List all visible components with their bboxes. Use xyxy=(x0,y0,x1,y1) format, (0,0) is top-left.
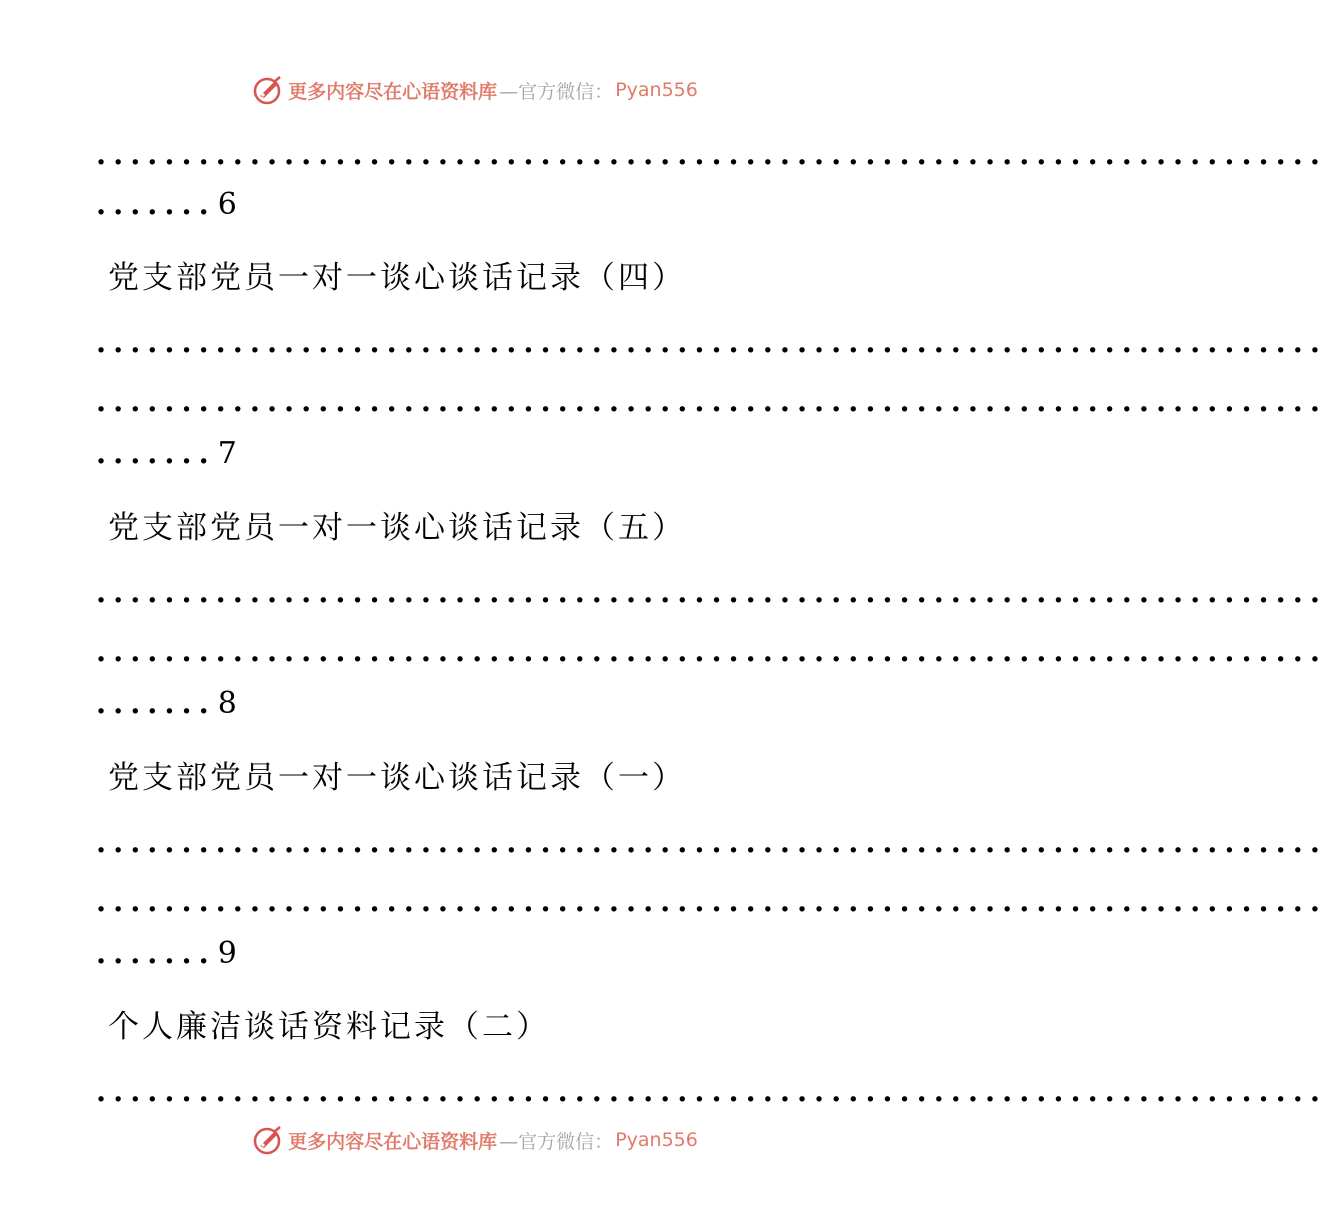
dot-leader: ........................................................................ xyxy=(96,325,1327,359)
toc-dot-leader xyxy=(96,572,1327,612)
dot-leader-short: ....... xyxy=(96,187,216,221)
dot-leader: ........................................................................ xyxy=(96,825,1327,859)
dot-leader: ........................................................................ xyxy=(96,575,1327,609)
toc-dot-leader xyxy=(96,134,1327,174)
toc-page-line xyxy=(96,184,842,224)
toc-page-number: 6 xyxy=(217,187,237,222)
banner-wechat-label: —官方微信： xyxy=(499,1130,614,1153)
toc-dot-leader xyxy=(96,881,1327,921)
banner-wechat-id: Pyan556 xyxy=(615,79,698,101)
dot-leader: ........................................................................ xyxy=(96,1074,1327,1108)
banner-main-text: 更多内容尽在心语资料库 xyxy=(288,80,498,103)
toc-entry-title: 党支部党员一对一谈心谈话记录（五） xyxy=(108,510,686,546)
toc-entry-title: 党支部党员一对一谈心谈话记录（四） xyxy=(108,260,686,296)
toc-entry-title: 党支部党员一对一谈心谈话记录（一） xyxy=(108,760,686,796)
toc-entry-title: 个人廉洁谈话资料记录（二） xyxy=(108,1009,550,1045)
dot-leader-short: ....... xyxy=(96,936,216,970)
banner-wechat-label: —官方微信： xyxy=(499,80,614,103)
pen-logo-icon xyxy=(252,1124,284,1156)
dot-leader: ........................................................................ xyxy=(96,137,1327,171)
toc-dot-leader xyxy=(96,822,1327,862)
toc-page-line xyxy=(96,933,842,973)
header-watermark xyxy=(0,70,950,110)
toc-page-number: 8 xyxy=(217,686,237,721)
dot-leader: ........................................................................ xyxy=(96,384,1327,418)
toc-dot-leader xyxy=(96,1071,1327,1111)
banner-wechat-id: Pyan556 xyxy=(615,1129,698,1151)
toc-page-line xyxy=(96,683,842,723)
footer-watermark xyxy=(0,1120,950,1160)
banner-main-text: 更多内容尽在心语资料库 xyxy=(288,1130,498,1153)
toc-dot-leader xyxy=(96,322,1327,362)
dot-leader: ........................................................................ xyxy=(96,884,1327,918)
toc-page-number: 7 xyxy=(217,436,237,471)
pen-logo-icon xyxy=(252,74,284,106)
dot-leader-short: ....... xyxy=(96,686,216,720)
toc-page-line xyxy=(96,433,842,473)
toc-page-number: 9 xyxy=(217,936,237,971)
dot-leader-short: ....... xyxy=(96,436,216,470)
toc-dot-leader xyxy=(96,381,1327,421)
dot-leader: ........................................................................ xyxy=(96,634,1327,668)
toc-dot-leader xyxy=(96,631,1327,671)
